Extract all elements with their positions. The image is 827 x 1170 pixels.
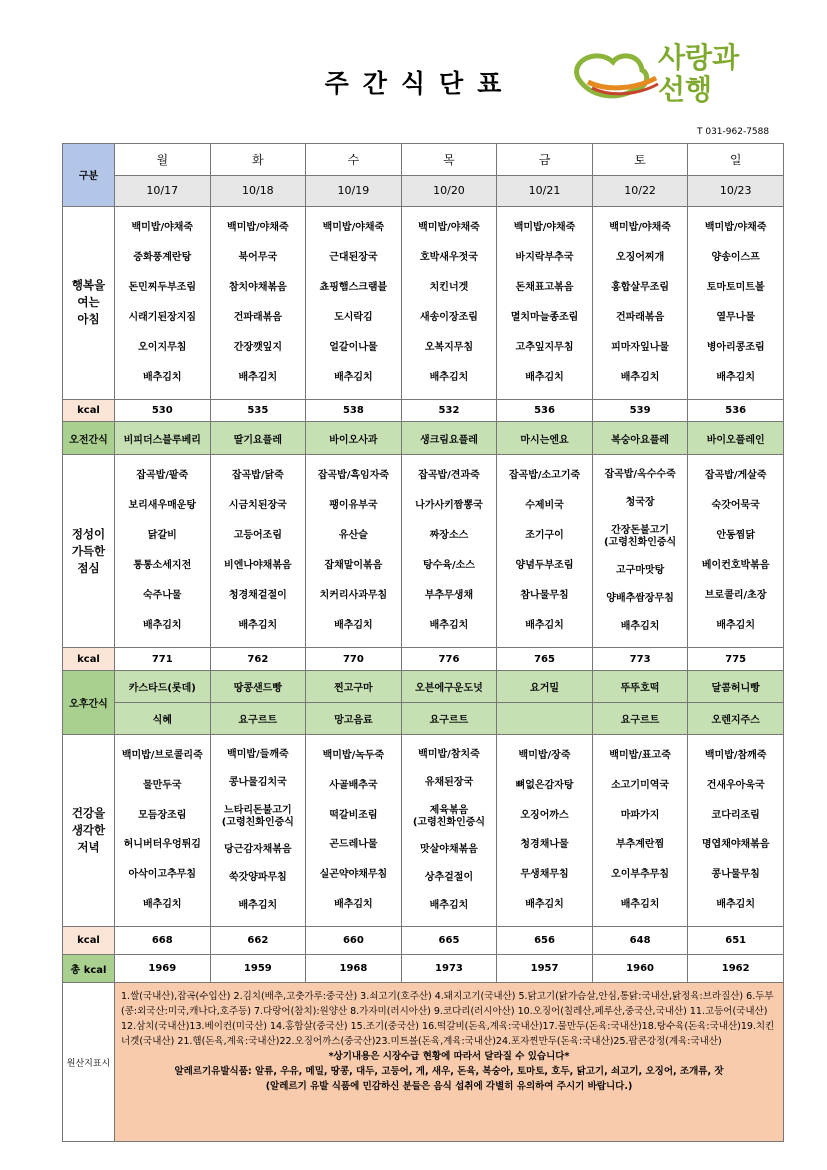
afternoon-snack-row-1 [63, 670, 784, 702]
breakfast-cell [115, 206, 211, 400]
menu-item: 배추김치 [620, 899, 660, 911]
menu-item: 치커리사과무침 [319, 590, 388, 602]
dinner-cell [688, 735, 784, 927]
snack-item: 생크림요플레 [401, 422, 497, 454]
breakfast-cell [401, 206, 497, 400]
menu-item: 나가사키짬뽕국 [415, 499, 483, 511]
lunch-cell [306, 454, 402, 648]
menu-list [688, 455, 783, 648]
menu-item: 허니버터우엉튀김 [123, 839, 201, 851]
menu-item: 부추계란찜 [615, 839, 665, 851]
total-kcal-value: 1962 [688, 955, 784, 983]
snack-item: 망고음료 [306, 702, 402, 734]
menu-list [211, 207, 306, 400]
menu-item: 유채된장국 [424, 776, 474, 788]
menu-item: 멸치마늘종조림 [510, 311, 579, 323]
total-kcal-value: 1960 [592, 955, 688, 983]
menu-item: 물만두국 [142, 779, 182, 791]
kcal-value: 532 [401, 400, 497, 422]
menu-item: 배추김치 [429, 620, 469, 632]
menu-item: 근대된장국 [329, 251, 378, 263]
date-mon: 10/17 [115, 176, 211, 206]
snack-item: 요구르트 [592, 702, 688, 734]
snack-item: 찐고구마 [306, 670, 402, 702]
menu-item: 배추김치 [716, 372, 755, 384]
snack-item [497, 702, 593, 734]
origin-row [63, 983, 784, 1142]
menu-list [497, 735, 592, 926]
menu-list [306, 455, 401, 648]
menu-item: 곤드레나물 [329, 839, 378, 851]
menu-item: 잡곡밥/옥수수죽 [604, 468, 676, 480]
date-sun: 10/23 [688, 176, 784, 206]
menu-item: 백미밥/야채죽 [227, 221, 289, 233]
menu-list [115, 455, 210, 648]
menu-list [306, 207, 401, 400]
date-header-row [63, 176, 784, 206]
menu-item: 수제비국 [525, 499, 564, 511]
breakfast-cell [210, 206, 306, 400]
menu-item: 오이지무침 [138, 342, 187, 354]
supply-notice: *상기내용은 시장수급 현황에 따라서 달라질 수 있습니다* [328, 1051, 570, 1063]
menu-item: 팽이유부국 [329, 499, 378, 511]
menu-item: 부추무생채 [424, 590, 474, 602]
date-wed: 10/19 [306, 176, 402, 206]
menu-item: 간장깻잎지 [233, 342, 282, 354]
lunch-label [63, 454, 115, 648]
snack-item: 뚜뚜호떡 [592, 670, 688, 702]
menu-item: 오이부추무침 [611, 869, 670, 881]
dinner-row [63, 735, 784, 927]
dinner-kcal-row [63, 926, 784, 954]
menu-item: 백미밥/브로콜리죽 [121, 750, 203, 762]
menu-item: 건파래볶음 [233, 311, 282, 323]
menu-item: 배추김치 [334, 372, 373, 384]
logo-text [658, 42, 739, 106]
total-kcal-value: 1957 [497, 955, 593, 983]
menu-item: 배추김치 [142, 899, 182, 911]
menu-item: 콩나물김치국 [228, 776, 287, 788]
total-kcal-row [63, 955, 784, 983]
snack-item: 요구르트 [210, 702, 306, 734]
menu-item: 얼갈이나물 [329, 342, 378, 354]
menu-item: 간장돈불고기 (고령친화인증식 [603, 525, 677, 549]
origin-label: 원산지표시 [63, 983, 115, 1142]
menu-item: 배추김치 [525, 372, 564, 384]
breakfast-cell [306, 206, 402, 400]
date-sat: 10/22 [592, 176, 688, 206]
menu-item: 오징어까스 [520, 809, 569, 821]
menu-item: 짜장소스 [429, 530, 469, 542]
menu-item: 양배추쌈장무침 [606, 593, 674, 605]
kcal-label: kcal [63, 400, 115, 422]
day-wed: 수 [306, 144, 402, 176]
menu-item: 배추김치 [238, 620, 278, 632]
menu-item: 숙갓어묵국 [711, 499, 760, 511]
lunch-cell [210, 454, 306, 648]
lunch-cell [115, 454, 211, 648]
menu-item: 보리새우매운탕 [128, 499, 197, 511]
menu-item: 열무나물 [716, 311, 755, 323]
snack-item: 달콤허니빵 [688, 670, 784, 702]
allergy-note: (알레르기 유발 식품에 민감하신 분들은 음식 섭취에 각별히 유의하여 주시기 바랍니다.) [265, 1081, 633, 1093]
menu-item: 잡곡밥/닭죽 [231, 469, 284, 481]
snack-item: 식혜 [115, 702, 211, 734]
menu-item: 호박새우젓국 [419, 251, 478, 263]
menu-item: 백미밥/야채죽 [322, 221, 385, 233]
snack-item: 딸기요플레 [210, 422, 306, 454]
snack-item: 비피더스블루베리 [115, 422, 211, 454]
menu-item: 안동찜닭 [716, 530, 755, 542]
menu-list [593, 455, 688, 648]
menu-item: 백미밥/들깨죽 [227, 749, 289, 761]
lunch-kcal-row [63, 648, 784, 670]
kcal-value: 668 [115, 926, 211, 954]
menu-item: 백미밥/참치죽 [418, 749, 480, 761]
kcal-value: 662 [210, 926, 306, 954]
snack-item: 마시는엔요 [497, 422, 593, 454]
day-header-row [63, 144, 784, 176]
menu-item: 배추김치 [716, 620, 755, 632]
kcal-value: 665 [401, 926, 497, 954]
menu-item: 소고기미역국 [611, 779, 670, 791]
menu-item: 시금치된장국 [228, 499, 287, 511]
snack-item: 땅콩샌드빵 [210, 670, 306, 702]
menu-item: 탕수육/소스 [422, 560, 475, 572]
snack-item: 오렌지주스 [688, 702, 784, 734]
menu-list [115, 207, 210, 400]
menu-item: 코다리조림 [711, 809, 760, 821]
menu-item: 청경채나물 [520, 839, 569, 851]
breakfast-kcal-row [63, 400, 784, 422]
menu-list [211, 455, 306, 648]
menu-item: 고추잎지무침 [515, 342, 574, 354]
menu-item: 당근감자채볶음 [224, 844, 292, 856]
origin-text: 1.쌀(국내산),잡곡(수입산) 2.김치(배추,고춧가루:중국산) 3.쇠고기(호주산) 4.돼지고기(국내산) 5.닭고기(닭가슴살,안심,통닭:국내산,닭정육:브라질산) 6.두부(콩:외국산:미국,캐나다,호주등) 7.다랑어(참치):원양산 8.가자미(러시아산) 9.코다리(러시아산) 10.오징어(칠레산,페루산,중국산,국내산) 11.고등어(국내산) 12.삼치(국내산)13.베이컨(미국산) 14.홍합살(중국산) 15.조기(중국산) 16.떡갈비(돈육,계육:국내산)17.물만두(돈육:국내산)18.탕수육(돈육:국내산)19.치킨너겟(국내산) 21.햄(돈육,계육:국내산)22.오징어까스(중국산)23.미트볼(돈육,계육:국내산)24.포자찐만두(돈육:국내산)25.팝콘강정(계육:국내산) [121, 991, 775, 1048]
date-thu: 10/20 [401, 176, 497, 206]
menu-item: 콩나물무침 [711, 869, 760, 881]
dinner-cell [497, 735, 593, 927]
menu-item: 병아리콩조림 [706, 342, 765, 354]
date-fri: 10/21 [497, 176, 593, 206]
total-kcal-value: 1959 [210, 955, 306, 983]
menu-item: 배추김치 [238, 372, 278, 384]
dinner-cell [306, 735, 402, 927]
category-header: 구분 [63, 144, 115, 207]
menu-item: 도시락김 [334, 311, 373, 323]
menu-item: 백미밥/참깨죽 [704, 750, 767, 762]
kcal-value: 536 [497, 400, 593, 422]
kcal-value: 771 [115, 648, 211, 670]
day-fri: 금 [497, 144, 593, 176]
date-tue: 10/18 [210, 176, 306, 206]
kcal-value: 770 [306, 648, 402, 670]
morning-snack-row [63, 422, 784, 454]
phone-number: T 031-962-7588 [697, 127, 770, 137]
menu-item: 쑥갓양파무침 [228, 872, 287, 884]
menu-item: 돈민찌두부조림 [128, 281, 197, 293]
kcal-value: 651 [688, 926, 784, 954]
menu-item: 잡곡밥/견과죽 [418, 469, 480, 481]
total-kcal-value: 1973 [401, 955, 497, 983]
snack-item: 바이오사과 [306, 422, 402, 454]
kcal-label: kcal [63, 926, 115, 954]
breakfast-cell [497, 206, 593, 400]
kcal-value: 762 [210, 648, 306, 670]
menu-item: 홍합살무조림 [611, 281, 670, 293]
kcal-value: 648 [592, 926, 688, 954]
menu-item: 사골배추국 [329, 779, 378, 791]
dinner-label-text: 건강을 생각한 저녁 [71, 806, 106, 855]
menu-list [402, 735, 497, 926]
menu-item: 백미밥/장죽 [518, 750, 571, 762]
breakfast-row [63, 206, 784, 400]
menu-item: 참나물무침 [520, 590, 569, 602]
menu-item: 배추김치 [142, 372, 182, 384]
menu-item: 배추김치 [620, 372, 660, 384]
menu-item: 건파래볶음 [615, 311, 665, 323]
logo-line1: 사랑과 [658, 41, 740, 74]
menu-item: 새송이장조림 [419, 311, 478, 323]
menu-item: 건새우아욱국 [706, 779, 765, 791]
menu-item: 통통소세지전 [133, 560, 192, 572]
menu-item: 실곤약야채무침 [319, 869, 388, 881]
lunch-label-text: 정성이 가득한 점심 [71, 526, 106, 575]
day-thu: 목 [401, 144, 497, 176]
kcal-value: 538 [306, 400, 402, 422]
kcal-value: 775 [688, 648, 784, 670]
menu-item: 유산슬 [338, 530, 368, 542]
menu-item: 베이컨호박볶음 [701, 560, 770, 572]
logo-line2: 선행 [658, 73, 713, 106]
lunch-cell [497, 454, 593, 648]
menu-list [497, 455, 592, 648]
menu-item: 떡갈비조림 [329, 809, 378, 821]
kcal-value: 660 [306, 926, 402, 954]
menu-item: 마파가지 [620, 809, 660, 821]
menu-item: 잡곡밥/소고기죽 [508, 469, 581, 481]
menu-item: 잡채말이볶음 [324, 560, 383, 572]
menu-item: 아삭이고추무침 [128, 869, 197, 881]
afternoon-snack-row-2 [63, 702, 784, 734]
menu-list [593, 735, 688, 926]
menu-item: 잡곡밥/팥죽 [136, 469, 189, 481]
day-sat: 토 [592, 144, 688, 176]
menu-list [497, 207, 592, 400]
menu-list [306, 735, 401, 926]
lunch-cell [592, 454, 688, 648]
kcal-value: 765 [497, 648, 593, 670]
menu-item: 상추겉절이 [424, 872, 474, 884]
menu-item: 청국장 [625, 496, 655, 508]
menu-item: 고등어조림 [233, 530, 282, 542]
dinner-cell [210, 735, 306, 927]
menu-item: 양송이스프 [711, 251, 760, 263]
snack-item: 복숭아요플레 [592, 422, 688, 454]
menu-item: 치킨너겟 [429, 281, 469, 293]
menu-item: 백미밥/야채죽 [704, 221, 767, 233]
menu-item: 백미밥/녹두죽 [322, 750, 385, 762]
kcal-value: 539 [592, 400, 688, 422]
menu-item: 배추김치 [429, 372, 469, 384]
menu-list [688, 735, 783, 926]
day-tue: 화 [210, 144, 306, 176]
dinner-cell [592, 735, 688, 927]
menu-item: 백미밥/야채죽 [418, 221, 480, 233]
menu-item: 잡곡밥/흑임자죽 [317, 469, 390, 481]
menu-list [688, 207, 783, 400]
menu-item: 시래기된장지짐 [128, 311, 197, 323]
menu-list [402, 207, 497, 400]
menu-item: 양념두부조림 [515, 560, 574, 572]
menu-item: 고구마맛탕 [615, 565, 665, 577]
day-sun: 일 [688, 144, 784, 176]
kcal-value: 773 [592, 648, 688, 670]
menu-item: 백미밥/표고죽 [609, 750, 671, 762]
kcal-value: 776 [401, 648, 497, 670]
menu-item: 배추김치 [142, 620, 182, 632]
menu-item: 쵸핑햄스크램블 [319, 281, 388, 293]
menu-item: 백미밥/야채죽 [609, 221, 671, 233]
breakfast-cell [688, 206, 784, 400]
kcal-value: 656 [497, 926, 593, 954]
menu-item: 배추김치 [525, 899, 564, 911]
dinner-label [63, 735, 115, 927]
total-kcal-label: 총 kcal [63, 955, 115, 983]
menu-item: 제육볶음 (고령친화인증식 [412, 804, 486, 828]
menu-item: 숙주나물 [142, 590, 182, 602]
menu-item: 배추김치 [525, 620, 564, 632]
menu-item: 북어무국 [238, 251, 278, 263]
menu-item: 느타리돈불고기 (고령친화인증식 [221, 804, 294, 828]
breakfast-cell [592, 206, 688, 400]
total-kcal-value: 1969 [115, 955, 211, 983]
morning-snack-label: 오전간식 [63, 422, 115, 454]
menu-item: 바지락부추국 [515, 251, 574, 263]
snack-item: 카스타드(롯데) [115, 670, 211, 702]
breakfast-label-text: 행복을 여는 아침 [71, 278, 106, 327]
lunch-row [63, 454, 784, 648]
menu-item: 배추김치 [334, 899, 373, 911]
allergy-list: 알레르기유발식품: 알류, 우유, 메밀, 땅콩, 대두, 고등어, 게, 새우, 돈육, 복숭아, 토마토, 호두, 닭고기, 쇠고기, 오징어, 조개류, 잣 [174, 1066, 724, 1078]
snack-item: 오븐에구운도넛 [401, 670, 497, 702]
menu-item: 모듬장조림 [138, 809, 187, 821]
menu-list [211, 735, 306, 926]
menu-item: 백미밥/야채죽 [131, 221, 194, 233]
menu-item: 조기구이 [525, 530, 564, 542]
kcal-value: 535 [210, 400, 306, 422]
origin-info [115, 983, 784, 1142]
kcal-value: 536 [688, 400, 784, 422]
page-title: 주간식단표 [324, 69, 516, 98]
menu-item: 중화풍계란탕 [133, 251, 192, 263]
menu-item: 오징어찌개 [615, 251, 665, 263]
snack-item: 요거밀 [497, 670, 593, 702]
menu-item: 닭갈비 [147, 530, 177, 542]
menu-item: 뼈없은감자탕 [515, 779, 574, 791]
menu-item: 배추김치 [334, 620, 373, 632]
kcal-label: kcal [63, 648, 115, 670]
menu-item: 비엔나야채볶음 [224, 560, 292, 572]
kcal-value: 530 [115, 400, 211, 422]
menu-list [593, 207, 688, 400]
menu-item: 참치야채볶음 [228, 281, 287, 293]
breakfast-label [63, 206, 115, 400]
afternoon-snack-label: 오후간식 [63, 670, 115, 735]
menu-list [402, 455, 497, 648]
menu-item: 맛살야채볶음 [419, 844, 478, 856]
weekly-menu-table [62, 143, 784, 1142]
menu-item: 무생채무침 [520, 869, 569, 881]
snack-item: 바이오플레인 [688, 422, 784, 454]
menu-item: 브로콜리/초장 [704, 590, 767, 602]
menu-item: 배추김치 [716, 899, 755, 911]
menu-item: 돈채표고볶음 [515, 281, 574, 293]
dinner-cell [115, 735, 211, 927]
menu-item: 배추김치 [620, 621, 660, 633]
menu-item: 청경채겉절이 [228, 590, 287, 602]
menu-item: 배추김치 [238, 900, 278, 912]
menu-list [115, 735, 210, 926]
lunch-cell [688, 454, 784, 648]
day-mon: 월 [115, 144, 211, 176]
menu-item: 피마자잎나물 [611, 342, 670, 354]
snack-item: 요구르트 [401, 702, 497, 734]
menu-item: 오복지무침 [424, 342, 474, 354]
menu-item: 명엽채야채볶음 [701, 839, 770, 851]
total-kcal-value: 1968 [306, 955, 402, 983]
menu-item: 배추김치 [429, 900, 469, 912]
menu-item: 백미밥/야채죽 [513, 221, 576, 233]
lunch-cell [401, 454, 497, 648]
dinner-cell [401, 735, 497, 927]
menu-item: 잡곡밥/게살죽 [704, 469, 767, 481]
menu-item: 토마토미트볼 [706, 281, 765, 293]
